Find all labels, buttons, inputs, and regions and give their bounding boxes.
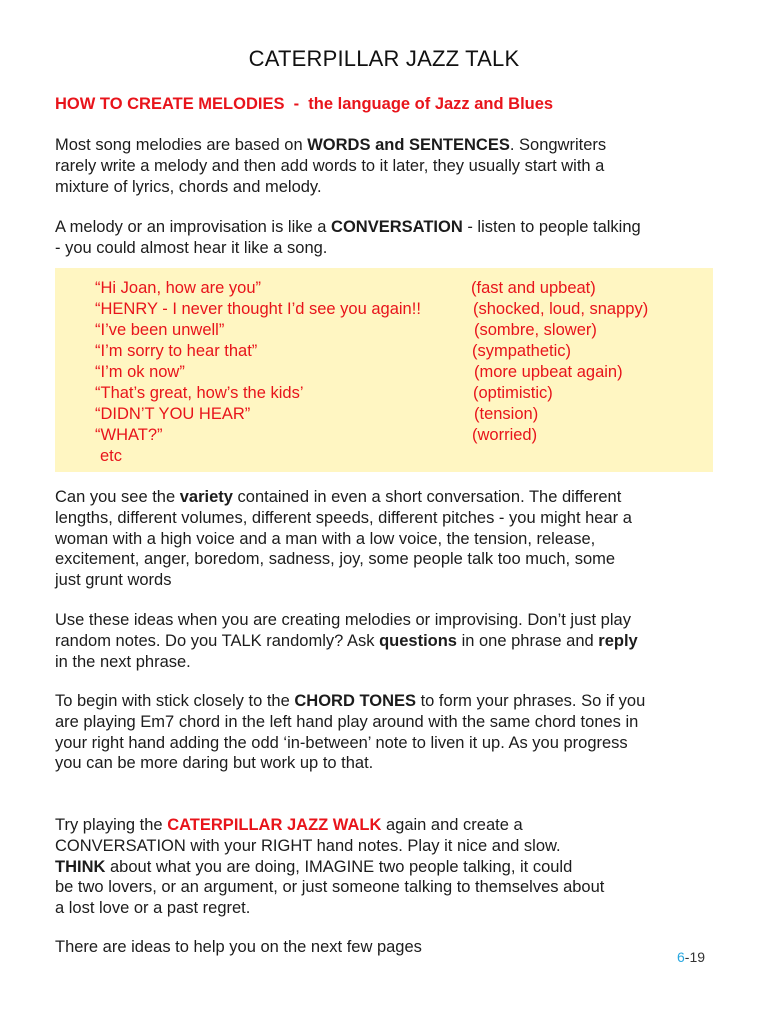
p3-text-a: Can you see the xyxy=(55,488,180,506)
paragraph-3 xyxy=(55,487,715,591)
dialogue-quote: “I’ve been unwell” xyxy=(95,321,225,339)
p6-text-a: Try playing the xyxy=(55,816,168,834)
dialogue-tone: (tension) xyxy=(474,405,539,423)
p6-line-2: CONVERSATION with your RIGHT hand notes. Play it nice and slow. xyxy=(55,836,561,855)
p4-line-3: in the next phrase. xyxy=(55,652,191,671)
p5-text-c: to form your phrases. So if you xyxy=(416,692,646,710)
dialogue-tone: (more upbeat again) xyxy=(474,363,623,381)
dialogue-quote: “HENRY - I never thought I’d see you again!! xyxy=(95,300,421,318)
dialogue-tone: (fast and upbeat) xyxy=(471,279,596,297)
p3-text-c: contained in even a short conversation. The different xyxy=(232,488,622,506)
dialogue-tone: (worried) xyxy=(472,426,538,444)
dialogue-quote: “I’m ok now” xyxy=(95,363,185,381)
p5-text-a: To begin with stick closely to the xyxy=(55,692,295,710)
dialogue-tone: (shocked, loud, snappy) xyxy=(473,300,649,318)
p4-text-a: random notes. Do you TALK randomly? Ask xyxy=(55,631,380,650)
dialogue-quote: “That’s great, how’s the kids’ xyxy=(95,384,304,402)
p4-line-1: Use these ideas when you are creating melodies or improvising. Don’t just play xyxy=(55,611,631,629)
paragraph-1 xyxy=(55,135,715,197)
p4-bold-questions: questions xyxy=(379,631,457,650)
dialogue-quote: “WHAT?” xyxy=(95,426,163,444)
p6-line-5: a lost love or a past regret. xyxy=(55,899,251,918)
p6-red-title: CATERPILLAR JAZZ WALK xyxy=(167,816,382,834)
p6-text-e: about what you are doing, IMAGINE two people talking, it could xyxy=(105,857,573,876)
subtitle: HOW TO CREATE MELODIES - the language of Jazz and Blues xyxy=(55,95,554,113)
dialogue-tone: (optimistic) xyxy=(473,384,553,402)
dialogue-tone: (sombre, slower) xyxy=(474,321,597,339)
paragraph-6 xyxy=(55,815,715,919)
paragraph-7: There are ideas to help you on the next few pages xyxy=(55,938,422,956)
p1-line-2: rarely write a melody and then add words to it later, they usually start with a xyxy=(55,156,605,175)
p2-text-c: - listen to people talking xyxy=(462,218,641,236)
p5-line-3: your right hand adding the odd ‘in-between’ note to liven it up. As you progress xyxy=(55,733,628,752)
dialogue-etc: etc xyxy=(100,447,123,465)
p4-bold-reply: reply xyxy=(598,631,638,650)
dialogue-quote: “DIDN’T YOU HEAR” xyxy=(95,405,251,423)
dialogue-tone: (sympathetic) xyxy=(472,342,572,360)
p6-text-c: again and create a xyxy=(381,816,523,834)
p5-line-4: you can be more daring but work up to that. xyxy=(55,754,374,773)
p3-line-4: excitement, anger, boredom, sadness, joy, some people talk too much, some xyxy=(55,550,616,569)
paragraph-5 xyxy=(55,691,715,774)
p3-line-5: just grunt words xyxy=(55,571,172,590)
p3-bold: variety xyxy=(179,488,233,506)
dialogue-quote: “Hi Joan, how are you” xyxy=(95,279,261,297)
page-number xyxy=(677,949,705,965)
p4-text-c: in one phrase and xyxy=(457,631,599,650)
p1-text-a: Most song melodies are based on xyxy=(55,136,308,154)
p2-line-2: - you could almost hear it like a song. xyxy=(55,238,328,257)
p1-bold: WORDS and SENTENCES xyxy=(307,136,510,154)
paragraph-4 xyxy=(55,610,715,672)
page-title: CATERPILLAR JAZZ TALK xyxy=(248,46,520,71)
p5-line-2: are playing Em7 chord in the left hand play around with the same chord tones in xyxy=(55,712,639,731)
dialogue-quote: “I’m sorry to hear that” xyxy=(95,342,258,360)
page-suffix: -19 xyxy=(684,949,706,965)
chapter-number: 6 xyxy=(677,949,685,965)
p2-bold: CONVERSATION xyxy=(331,218,463,236)
p6-bold-think: THINK xyxy=(55,857,106,876)
p1-line-3: mixture of lyrics, chords and melody. xyxy=(55,177,322,196)
p3-line-3: woman with a high voice and a man with a low voice, the tension, release, xyxy=(55,529,596,548)
p3-line-2: lengths, different volumes, different speeds, different pitches - you might hear a xyxy=(55,508,632,527)
p2-text-a: A melody or an improvisation is like a xyxy=(55,218,332,236)
p1-text-c: . Songwriters xyxy=(509,136,607,154)
p6-line-4: be two lovers, or an argument, or just someone talking to themselves about xyxy=(55,878,605,897)
p5-bold: CHORD TONES xyxy=(294,692,416,710)
dialogue-box xyxy=(55,268,713,472)
paragraph-2 xyxy=(55,217,715,259)
